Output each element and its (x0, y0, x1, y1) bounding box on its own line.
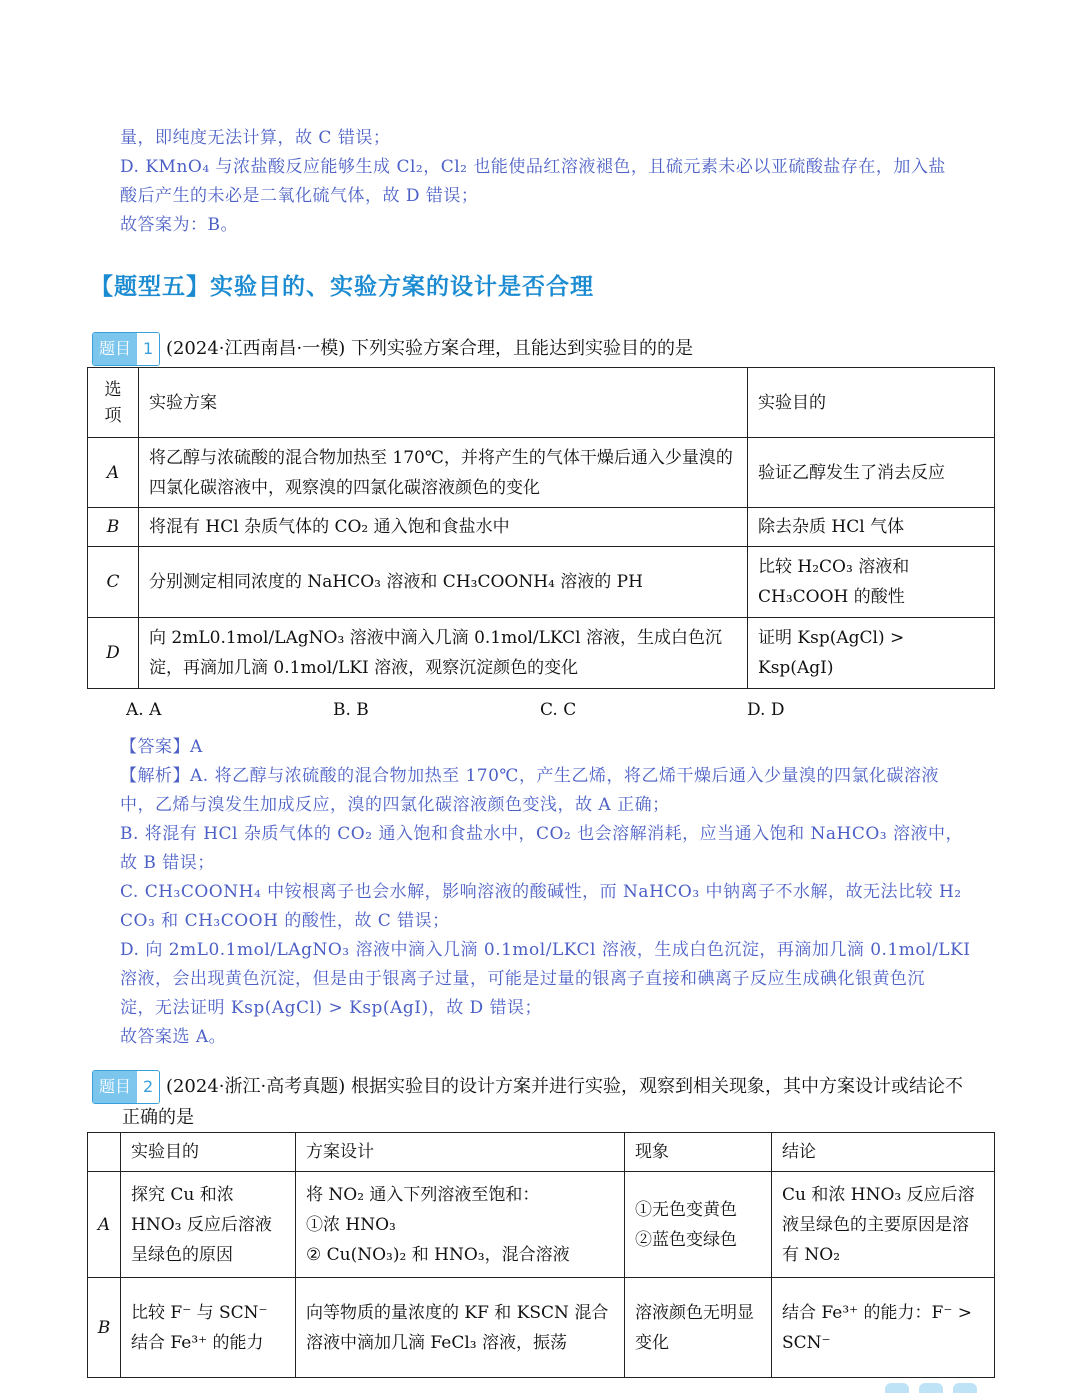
answer-choices (126, 700, 976, 720)
header-plan: 实验方案 (139, 368, 748, 438)
plan-line: 将 NO₂ 通入下列溶液至饱和： (306, 1184, 540, 1205)
row-option: B (88, 1278, 121, 1378)
section-title: 【题型五】实验目的、实验方案的设计是否合理 (90, 274, 594, 300)
table-row (88, 438, 995, 508)
header-goal: 实验目的 (748, 368, 995, 438)
table-header-row (88, 1133, 995, 1172)
badge-label: 题目 (93, 1071, 137, 1103)
row-phenomenon (625, 1172, 772, 1278)
plan-line: ② Cu(NO₃)₂ 和 HNO₃，混合溶液 (306, 1244, 570, 1265)
plan-line: ①浓 HNO₃ (306, 1214, 396, 1235)
row-phenomenon: 溶液颜色无明显变化 (625, 1278, 772, 1378)
row-goal: 比较 F⁻ 与 SCN⁻ 结合 Fe³⁺ 的能力 (121, 1278, 296, 1378)
prev-analysis-line: 故答案为：B。 (120, 215, 238, 235)
table-row (88, 547, 995, 618)
row-option: C (88, 547, 139, 618)
table-row (88, 1278, 995, 1378)
row-plan: 将混有 HCl 杂质气体的 CO₂ 通入饱和食盐水中 (139, 508, 748, 547)
phenomenon-line: ②蓝色变绿色 (635, 1229, 737, 1250)
row-plan: 分别测定相同浓度的 NaHCO₃ 溶液和 CH₃COONH₄ 溶液的 PH (139, 547, 748, 618)
choice-a[interactable]: A. A (126, 700, 162, 720)
prev-analysis-line: 酸后产生的未必是二氧化硫气体，故 D 错误； (120, 186, 479, 206)
table-row (88, 618, 995, 689)
header-option (88, 1133, 121, 1172)
question-stem-cont: 正确的是 (122, 1107, 194, 1128)
badge-label: 题目 (93, 333, 137, 365)
badge-number: 2 (137, 1071, 159, 1103)
question-badge (92, 332, 160, 366)
analysis-line: 【解析】A. 将乙醇与浓硫酸的混合物加热至 170℃，产生乙烯，将乙烯干燥后通入少量溴的四氯化碳溶液 (120, 766, 939, 786)
analysis-line: B. 将混有 HCl 杂质气体的 CO₂ 通入饱和食盐水中，CO₂ 也会溶解消耗，应当通入饱和 NaHCO₃ 溶液中， (120, 824, 964, 844)
analysis-line: C. CH₃COONH₄ 中铵根离子也会水解，影响溶液的酸碱性，而 NaHCO₃ 中钠离子不水解，故无法比较 H₂ (120, 882, 962, 902)
prev-analysis-line: D. KMnO₄ 与浓盐酸反应能够生成 Cl₂，Cl₂ 也能使品红溶液褪色，且硫元素未必以亚硫酸盐存在，加入盐 (120, 157, 946, 177)
row-option: A (88, 1172, 121, 1278)
analysis-line: CO₃ 和 CH₃COOH 的酸性，故 C 错误； (120, 911, 450, 931)
question-1-table (87, 367, 995, 689)
row-goal: 除去杂质 HCl 气体 (748, 508, 995, 547)
question-2-header (92, 1070, 992, 1132)
analysis-line: 故答案选 A。 (120, 1027, 227, 1047)
phenomenon-line: ①无色变黄色 (635, 1199, 737, 1220)
question-2-table (87, 1132, 995, 1378)
analysis-line: 溶液，会出现黄色沉淀，但是由于银离子过量，可能是过量的银离子直接和碘离子反应生成碘化银黄色沉 (120, 969, 925, 989)
choice-b[interactable]: B. B (333, 700, 369, 720)
row-goal: 探究 Cu 和浓 HNO₃ 反应后溶液呈绿色的原因 (121, 1172, 296, 1278)
row-option: D (88, 618, 139, 689)
row-plan: 将乙醇与浓硫酸的混合物加热至 170℃，并将产生的气体干燥后通入少量溴的四氯化碳溶液中，观察溴的四氯化碳溶液颜色的变化 (139, 438, 748, 508)
header-plan: 方案设计 (296, 1133, 625, 1172)
table-row (88, 508, 995, 547)
prev-analysis (120, 124, 1000, 240)
question-badge (92, 1070, 160, 1104)
analysis-line: 故 B 错误； (120, 853, 215, 873)
table-row (88, 1172, 995, 1278)
header-option: 选项 (88, 368, 139, 438)
row-goal: 比较 H₂CO₃ 溶液和 CH₃COOH 的酸性 (748, 547, 995, 618)
row-plan: 向等物质的量浓度的 KF 和 KSCN 混合溶液中滴加几滴 FeCl₃ 溶液，振荡 (296, 1278, 625, 1378)
badge-number: 1 (137, 333, 159, 365)
row-option: B (88, 508, 139, 547)
row-plan: 向 2mL0.1mol/LAgNO₃ 溶液中滴入几滴 0.1mol/LKCl 溶液，生成白色沉淀，再滴加几滴 0.1mol/LKI 溶液，观察沉淀颜色的变化 (139, 618, 748, 689)
row-plan (296, 1172, 625, 1278)
answer-line: 【答案】A (120, 737, 203, 757)
prev-analysis-line: 量，即纯度无法计算，故 C 错误； (120, 128, 391, 148)
question-stem: (2024·江西南昌·一模) 下列实验方案合理，且能达到实验目的的是 (165, 338, 693, 359)
table-header-row (88, 368, 995, 438)
row-goal: 证明 Ksp(AgCl) > Ksp(AgI) (748, 618, 995, 689)
row-conclusion: Cu 和浓 HNO₃ 反应后溶液呈绿色的主要原因是溶有 NO₂ (772, 1172, 995, 1278)
header-phenomenon: 现象 (625, 1133, 772, 1172)
question-stem: (2024·浙江·高考真题) 根据实验目的设计方案并进行实验，观察到相关现象，其中方案设计或结论不 (165, 1076, 963, 1097)
analysis-line: 淀，无法证明 Ksp(AgCl) > Ksp(AgI)，故 D 错误； (120, 998, 543, 1018)
row-conclusion: 结合 Fe³⁺ 的能力：F⁻ > SCN⁻ (772, 1278, 995, 1378)
row-goal: 验证乙醇发生了消去反应 (748, 438, 995, 508)
question-1-header (92, 332, 693, 366)
header-conclusion: 结论 (772, 1133, 995, 1172)
choice-d[interactable]: D. D (747, 700, 785, 720)
header-goal: 实验目的 (121, 1133, 296, 1172)
analysis-line: 中，乙烯与溴发生加成反应，溴的四氯化碳溶液颜色变浅，故 A 正确； (120, 795, 670, 815)
analysis-line: D. 向 2mL0.1mol/LAgNO₃ 溶液中滴入几滴 0.1mol/LKCl 溶液，生成白色沉淀，再滴加几滴 0.1mol/LKI (120, 940, 971, 960)
choice-c[interactable]: C. C (540, 700, 577, 720)
question-1-solution (120, 733, 990, 1052)
row-option: A (88, 438, 139, 508)
